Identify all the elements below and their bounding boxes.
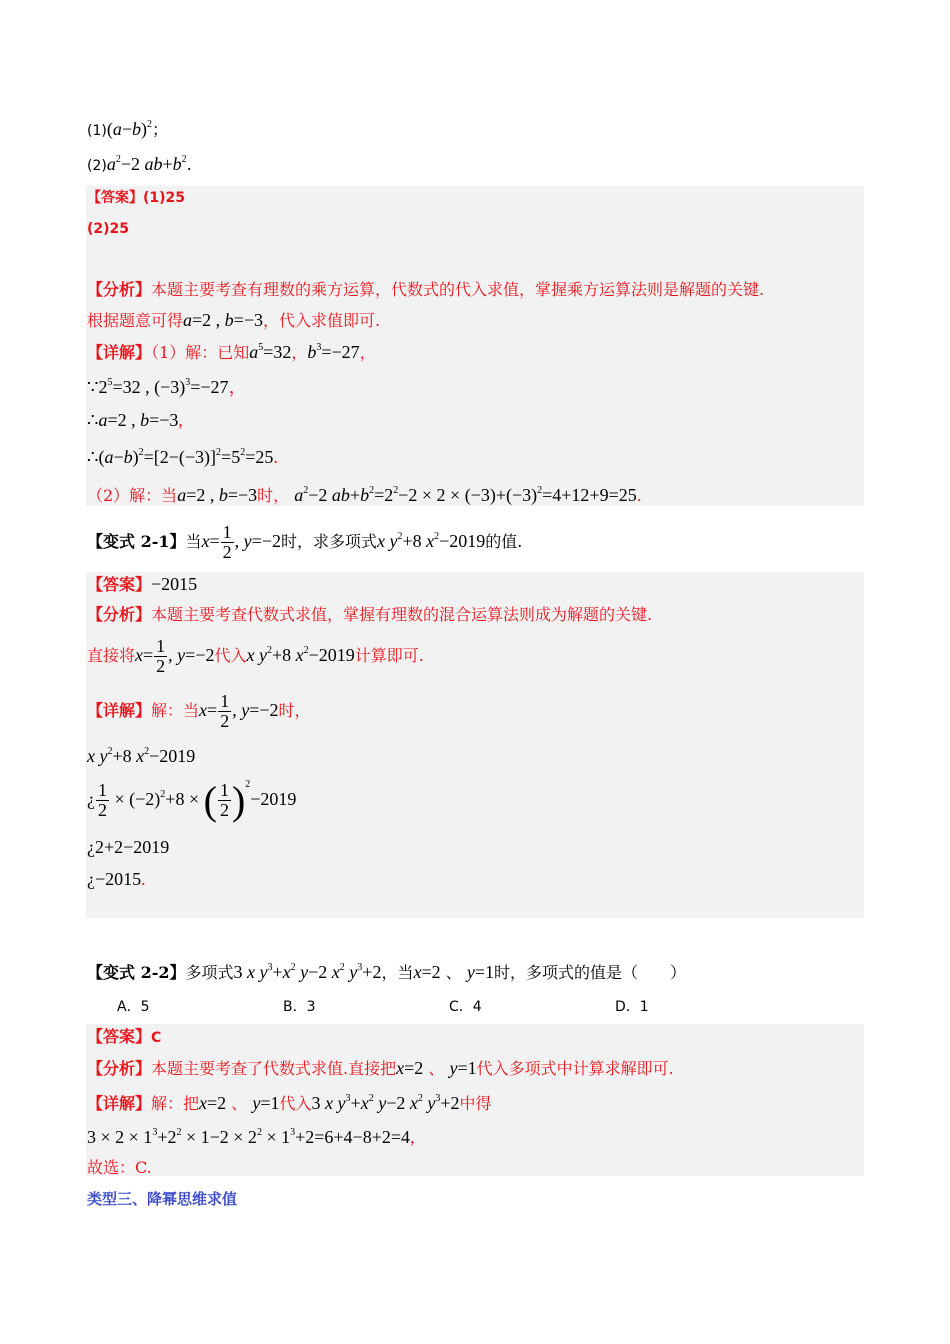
analysis-2-1-line2: 直接将x= $\frac{1}{2}$ , y=−2代入x $y^2+8$ $x^2-2019$计算即可.: [87, 636, 424, 677]
detail-2-2-step1: $3 \times 2 \times 1^3+2^2 \times 1-2 \times 2^2 \times 1^3+2=6+4-8+2=4$,: [87, 1127, 415, 1147]
detail-2-1-step3: ¿−2015.: [87, 869, 146, 889]
option-a[interactable]: A．5: [117, 999, 150, 1015]
analysis-2-1: 【分析】本题主要考查代数式求值，掌握有理数的混合运算法则成为解题的关键.: [87, 605, 653, 624]
answer-2-1: 【答案】−2015: [87, 574, 198, 594]
answer-2-2: 【答案】C: [87, 1027, 162, 1046]
analysis-1: 【分析】本题主要考查有理数的乘方运算，代数式的代入求值，掌握乘方运算法则是解题的关键.: [87, 280, 765, 299]
detail-2-1-step1: ¿ $\frac{1}{2}$ × $(-2)^2+8$ × ( $\frac{1}{2}$ )$^2$−2019: [87, 777, 297, 823]
detail-1-step3: $\therefore(a-b)^2=[2-(-3)]^2=5^2=25$.: [87, 447, 278, 467]
question-2: $(2)a^2-2$ $ab+b^2$.: [87, 154, 192, 174]
option-c[interactable]: C．4: [449, 999, 482, 1015]
question-1: $(1)(a-b)^2$；: [87, 119, 169, 139]
answer-1: 【答案】(1)25: [87, 190, 186, 206]
detail-2-1-step2: ¿2+2−2019: [87, 837, 170, 857]
variant-2-2-question: 【变式 2-2】多项式3 x $y^3+x^2$ y−2 $x^2$ $y^3+2$，当x=2 、 y=1时，多项式的值是（ ）: [87, 962, 686, 982]
detail-1-step1: $\because 2^5=32$ , $(-3)^3=-27$，: [87, 377, 247, 397]
detail-2-2: 【详解】解：把x=2 、 y=1代入3 x $y^3+x^2$ y−2 $x^2$ $y^3+2$中得: [87, 1093, 492, 1113]
option-b[interactable]: B．3: [283, 999, 316, 1015]
detail-1-part2: （2）解：当a=2 , b=−3时， $a^2-2$ $ab+b^2=2^2-2 \times 2 \times (-3)+(-3)^2=4+12+9=25$.: [87, 485, 642, 505]
analysis-2-2: 【分析】本题主要考查了代数式求值.直接把x=2 、 y=1代入多项式中计算求解即可.: [87, 1058, 674, 1078]
detail-2-2-conclusion: 故选：C.: [87, 1158, 152, 1177]
answer-1-part2: (2)25: [87, 221, 130, 237]
detail-1: 【详解】（1）解：已知$a^5=32$，$b^3=-27$，: [87, 342, 376, 362]
detail-2-1: 【详解】解：当x= $\frac{1}{2}$ , y=−2时，: [87, 691, 311, 732]
detail-1-step2: ∴a=2 , b=−3,: [87, 410, 183, 430]
variant-2-1-question: 【变式 2-1】当x= $\frac{1}{2}$ , y=−2时，求多项式x $y^2+8$ $x^2-2019$的值.: [87, 522, 523, 563]
option-d[interactable]: D．1: [615, 999, 649, 1015]
section-heading: 类型三、降幂思维求值: [87, 1190, 238, 1208]
variant-2-2-options: [117, 995, 781, 1018]
analysis-1-line2: 根据题意可得a=2 , b=−3，代入求值即可.: [87, 310, 381, 330]
detail-2-1-step0: x $y^2+8$ $x^2-2019$: [87, 746, 196, 766]
